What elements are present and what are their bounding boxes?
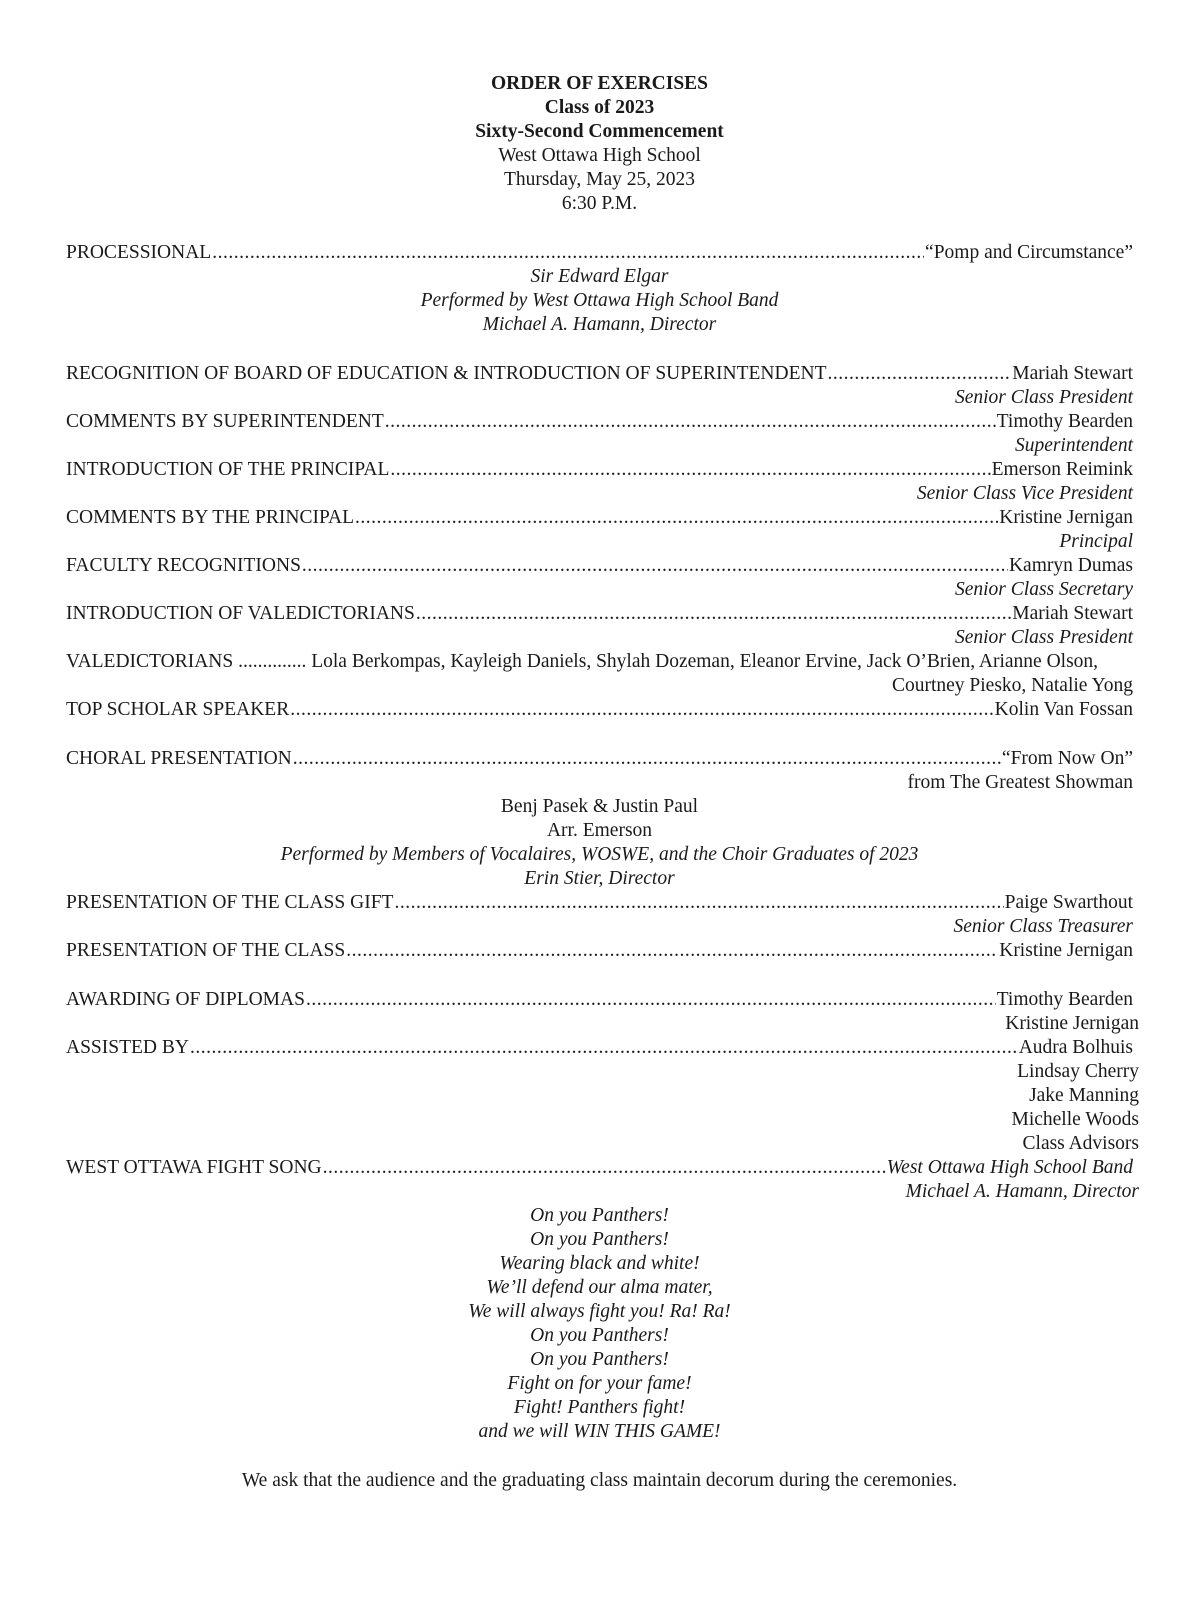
choral-performer: Performed by Members of Vocalaires, WOSWE, and the Choir Graduates of 2023 bbox=[280, 844, 919, 865]
program-row bbox=[66, 410, 1133, 434]
assistant-name: Lindsay Cherry bbox=[1017, 1061, 1139, 1082]
fight-song-director: Michael A. Hamann, Director bbox=[905, 1181, 1139, 1202]
leader-dots: .............. bbox=[238, 651, 307, 672]
lyric-line: We’ll defend our alma mater, bbox=[486, 1277, 713, 1298]
leader-dots bbox=[385, 410, 996, 434]
program-speaker: Kamryn Dumas bbox=[1008, 555, 1133, 576]
lyric-line: On you Panthers! bbox=[530, 1205, 669, 1226]
leader-dots bbox=[346, 939, 998, 963]
program-label: INTRODUCTION OF VALEDICTORIANS bbox=[66, 603, 415, 624]
program-row bbox=[66, 554, 1133, 578]
event-time: 6:30 P.M. bbox=[561, 193, 638, 214]
choral-row bbox=[66, 747, 1133, 771]
assistant-name: Audra Bolhuis bbox=[1018, 1037, 1133, 1058]
class-year: Class of 2023 bbox=[544, 97, 655, 118]
speaker-role: Principal bbox=[1059, 531, 1133, 552]
leader-dots bbox=[293, 747, 1001, 771]
lyric-line: On you Panthers! bbox=[530, 1325, 669, 1346]
speaker-role: Senior Class President bbox=[954, 627, 1133, 648]
diplomas-presenter-2: Kristine Jernigan bbox=[1005, 1013, 1139, 1034]
lyric-line: Wearing black and white! bbox=[499, 1253, 700, 1274]
program-label: INTRODUCTION OF THE PRINCIPAL bbox=[66, 459, 390, 480]
choral-composers: Benj Pasek & Justin Paul bbox=[500, 796, 699, 817]
leader-dots bbox=[355, 506, 998, 530]
leader-dots bbox=[190, 1036, 1018, 1060]
lyric-line: and we will WIN THIS GAME! bbox=[478, 1421, 721, 1442]
processional-row bbox=[66, 241, 1133, 265]
school-name: West Ottawa High School bbox=[498, 145, 701, 166]
program-row bbox=[66, 506, 1133, 530]
program-label: FACULTY RECOGNITIONS bbox=[66, 555, 301, 576]
speaker-role: Senior Class Vice President bbox=[916, 483, 1133, 504]
assistant-role: Class Advisors bbox=[1022, 1133, 1139, 1154]
commencement-title: Sixty-Second Commencement bbox=[475, 121, 724, 142]
speaker-role: Senior Class President bbox=[954, 387, 1133, 408]
leader-dots bbox=[323, 1156, 886, 1180]
program-speaker: Mariah Stewart bbox=[1012, 363, 1133, 384]
lyric-line: On you Panthers! bbox=[530, 1229, 669, 1250]
speaker-role: Senior Class Treasurer bbox=[953, 916, 1133, 937]
program-label: COMMENTS BY SUPERINTENDENT bbox=[66, 411, 384, 432]
program-speaker: Emerson Reimink bbox=[991, 459, 1133, 480]
top-scholar-label: TOP SCHOLAR SPEAKER bbox=[66, 699, 290, 720]
leader-dots bbox=[394, 891, 1003, 915]
class-gift-label: PRESENTATION OF THE CLASS GIFT bbox=[66, 892, 394, 913]
processional-performer: Performed by West Ottawa High School Band bbox=[420, 290, 779, 311]
processional-piece: “Pomp and Circumstance” bbox=[925, 242, 1133, 263]
lyric-line: Fight on for your fame! bbox=[507, 1373, 692, 1394]
program-row bbox=[66, 458, 1133, 482]
diplomas-label: AWARDING OF DIPLOMAS bbox=[66, 989, 305, 1010]
lyric-line: On you Panthers! bbox=[530, 1349, 669, 1370]
program-speaker: Mariah Stewart bbox=[1012, 603, 1133, 624]
speaker-role: Superintendent bbox=[1014, 435, 1133, 456]
processional-label: PROCESSIONAL bbox=[66, 242, 212, 263]
valedictorians-names: Lola Berkompas, Kayleigh Daniels, Shylah Dozeman, Eleanor Ervine, Jack O’Brien, Arianne Olson, bbox=[306, 651, 1099, 672]
diplomas-presenter: Timothy Bearden bbox=[996, 989, 1133, 1010]
leader-dots bbox=[416, 602, 1011, 626]
program-row bbox=[66, 602, 1133, 626]
program-label: RECOGNITION OF BOARD OF EDUCATION & INTRODUCTION OF SUPERINTENDENT bbox=[66, 363, 827, 384]
choral-director: Erin Stier, Director bbox=[524, 868, 675, 889]
program-speaker: Timothy Bearden bbox=[996, 411, 1133, 432]
fight-song-performer: West Ottawa High School Band bbox=[886, 1157, 1133, 1178]
program-row bbox=[66, 362, 1133, 386]
leader-dots bbox=[302, 554, 1008, 578]
leader-dots bbox=[306, 988, 996, 1012]
assistant-name: Jake Manning bbox=[1029, 1085, 1139, 1106]
fight-song-row bbox=[66, 1156, 1133, 1180]
choral-piece: “From Now On” bbox=[1001, 748, 1133, 769]
presentation-class-speaker: Kristine Jernigan bbox=[999, 940, 1133, 961]
presentation-class-row bbox=[66, 939, 1133, 963]
program-label: COMMENTS BY THE PRINCIPAL bbox=[66, 507, 355, 528]
leader-dots bbox=[390, 458, 990, 482]
valedictorians-row bbox=[66, 650, 1133, 674]
valedictorians-names-cont: Courtney Piesko, Natalie Yong bbox=[891, 675, 1133, 696]
diplomas-row bbox=[66, 988, 1133, 1012]
assistant-name: Michelle Woods bbox=[1011, 1109, 1139, 1130]
top-scholar-name: Kolin Van Fossan bbox=[994, 699, 1133, 720]
leader-dots bbox=[828, 362, 1012, 386]
lyric-line: We will always fight you! Ra! Ra! bbox=[468, 1301, 731, 1322]
valedictorians-label: VALEDICTORIANS bbox=[66, 651, 239, 672]
choral-arranger: Arr. Emerson bbox=[546, 820, 653, 841]
top-scholar-row bbox=[66, 698, 1133, 722]
program-speaker: Kristine Jernigan bbox=[999, 507, 1133, 528]
leader-dots bbox=[212, 241, 924, 265]
event-date: Thursday, May 25, 2023 bbox=[503, 169, 695, 190]
speaker-role: Senior Class Secretary bbox=[954, 579, 1133, 600]
class-gift-row bbox=[66, 891, 1133, 915]
program-title: ORDER OF EXERCISES bbox=[490, 73, 709, 94]
leader-dots bbox=[290, 698, 993, 722]
fight-song-label: WEST OTTAWA FIGHT SONG bbox=[66, 1157, 322, 1178]
assisted-label: ASSISTED BY bbox=[66, 1037, 189, 1058]
lyric-line: Fight! Panthers fight! bbox=[513, 1397, 686, 1418]
processional-composer: Sir Edward Elgar bbox=[530, 266, 669, 287]
choral-label: CHORAL PRESENTATION bbox=[66, 748, 292, 769]
class-gift-speaker: Paige Swarthout bbox=[1004, 892, 1133, 913]
choral-source: from The Greatest Showman bbox=[907, 772, 1133, 793]
processional-director: Michael A. Hamann, Director bbox=[482, 314, 717, 335]
closing-note: We ask that the audience and the graduating class maintain decorum during the ceremonies. bbox=[241, 1470, 958, 1491]
assisted-row bbox=[66, 1036, 1133, 1060]
presentation-class-label: PRESENTATION OF THE CLASS bbox=[66, 940, 346, 961]
